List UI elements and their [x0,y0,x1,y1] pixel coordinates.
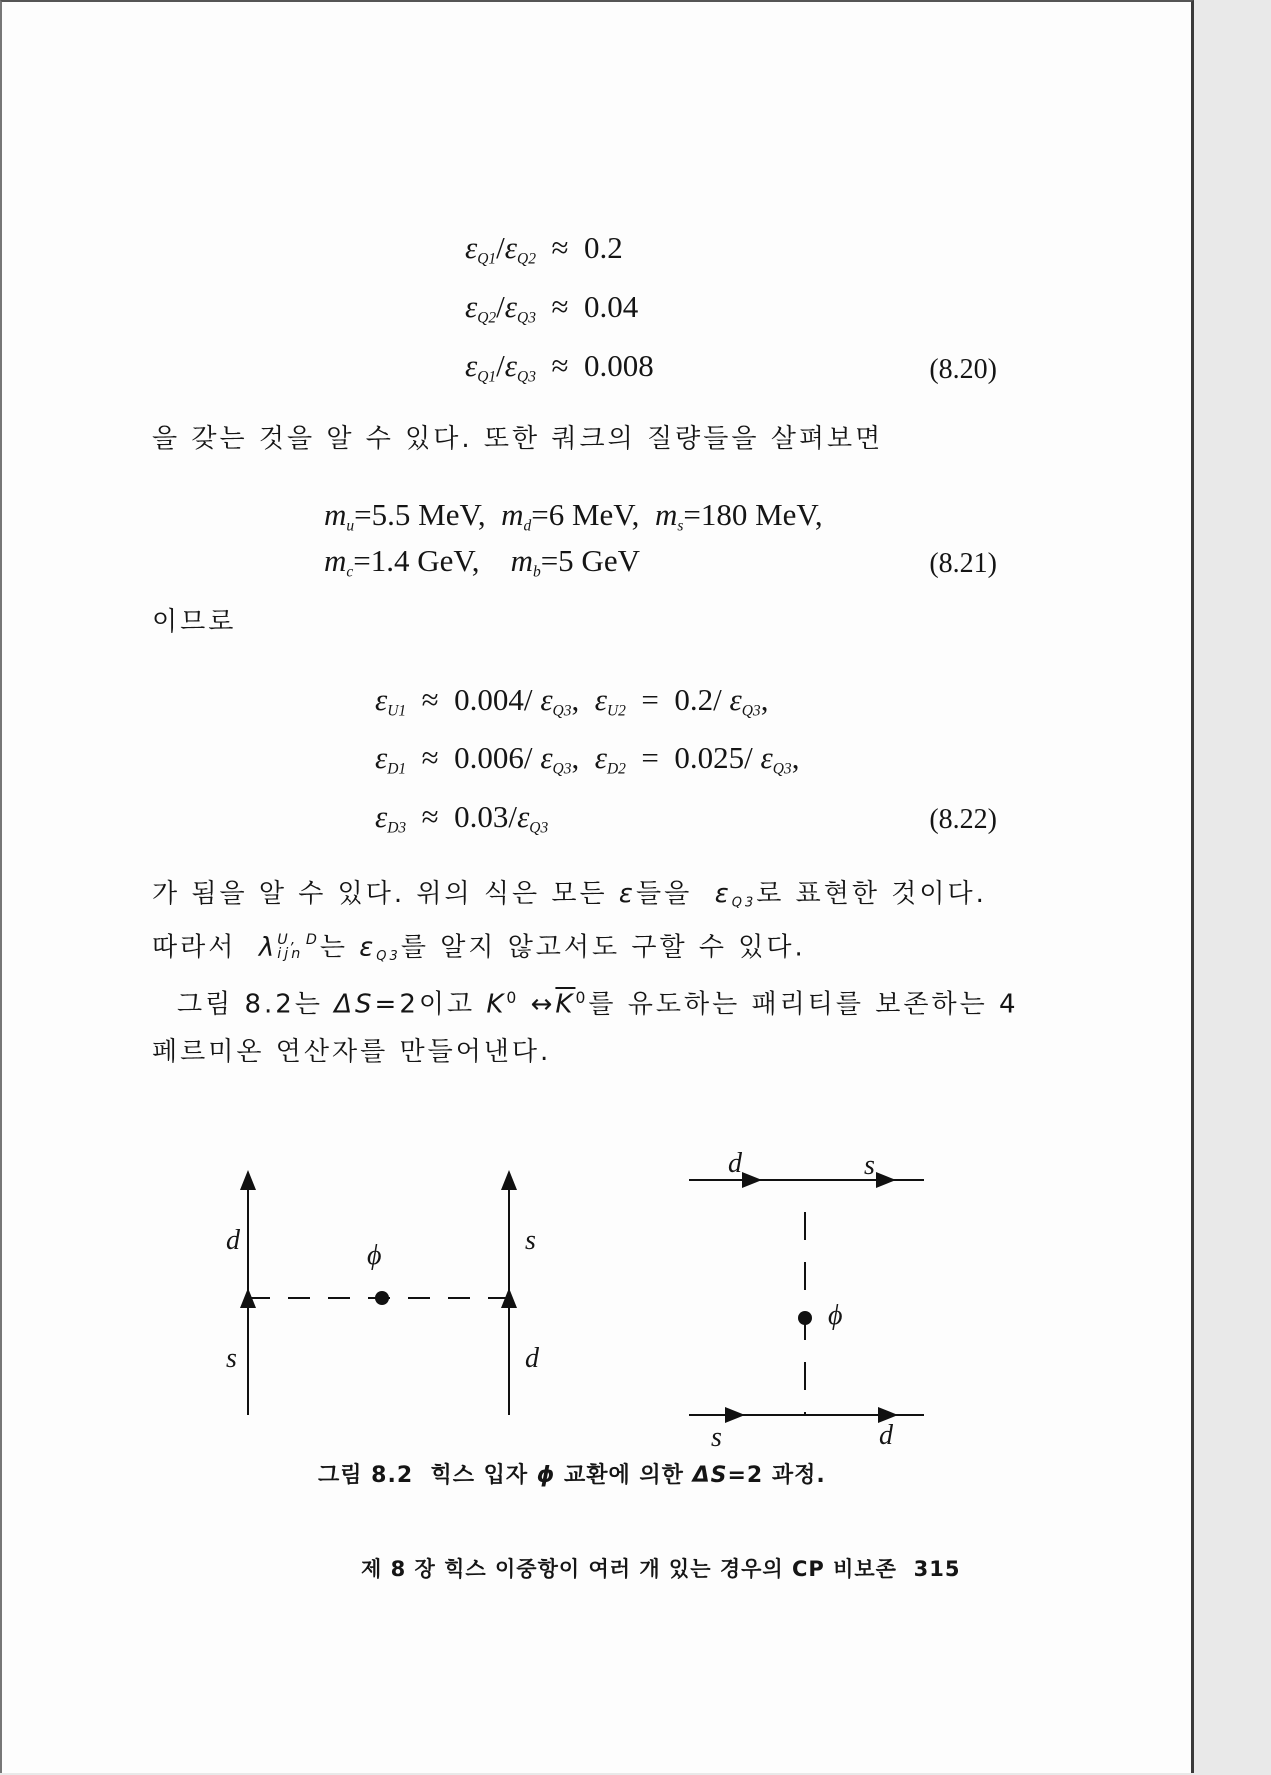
text-run: = 0.2/ [625,682,730,717]
subscript: c [346,563,354,581]
label-s: s [226,1343,237,1374]
text-run: ≈ 0.006/ [406,740,541,775]
math-symbol: ε [465,230,478,265]
text-run: , [571,682,595,717]
text-run: ≈ 0.03/ [406,799,518,834]
subscript: D2 [606,760,626,778]
label-phi: ϕ [828,1300,843,1331]
text-run: ≈ 0.04 [535,289,639,324]
text-run: 들을 [635,879,715,909]
label-phi: ϕ [367,1240,382,1271]
math-symbol: ε [465,348,478,383]
text-run: =2 과정. [727,1463,826,1488]
math-symbol: ε [517,799,530,834]
subscript: D3 [387,819,407,837]
running-footer [361,1559,960,1580]
math-symbol: ε [540,682,553,717]
text-run: 가 됨을 알 수 있다. 위의 식은 모든 [152,879,619,909]
subscript: D1 [387,760,407,778]
text-run: / [496,348,505,383]
text-run: / [496,230,505,265]
subscript: Q3 [731,895,757,911]
subscript: Q3 [529,819,549,837]
figure-caption [318,1465,826,1487]
superscript: 0 [506,989,520,1007]
superscript: 0 [575,989,589,1007]
math-symbol: ε [714,879,732,909]
subscript: u [346,517,355,535]
label-d: d [226,1225,240,1256]
text-run: = 0.025/ [625,740,761,775]
subscript: Q1 [477,368,497,386]
math-symbol: ε [465,289,478,324]
label-d: d [525,1343,539,1374]
equation-number-8-20: (8.20) [929,354,997,385]
text-run: ≈ 0.2 [535,230,623,265]
text-run: 그림 8.2는 [177,989,335,1020]
text-run: 교환에 의한 [555,1463,693,1488]
math-symbol: ε [504,289,518,324]
text-run: 그림 8.2 힉스 입자 [318,1463,537,1488]
math-symbol: m [324,497,347,532]
subscript: Q3 [772,760,792,778]
subscript: d [523,517,532,535]
subscript: Q3 [552,760,572,778]
math-symbol: ε [594,740,607,775]
index: U, D [277,932,320,948]
subscript: Q3 [517,309,536,327]
vertex-dot [798,1311,812,1325]
label-s: s [711,1422,722,1453]
math-symbol: ε [504,230,518,265]
math-symbol: ΔS [692,1463,728,1488]
math-symbol: m [324,543,347,578]
text-run: 는 [319,932,360,963]
math-symbol: m [501,497,524,532]
math-symbol: ε [375,799,388,834]
subscript: Q3 [517,368,536,386]
index: ijn [277,946,304,963]
text-run: =180 MeV, [683,497,823,532]
page-number: 315 [913,1557,961,1581]
equation-number-8-21: (8.21) [929,548,997,579]
math-symbol: ε [729,682,742,717]
text-run: , [571,740,595,775]
text-run: 로 표현한 것이다. [756,879,987,909]
subscript: U2 [606,702,626,720]
text-run: =5.5 MeV, [354,497,502,532]
text-run: =2이고 [374,989,487,1020]
text-run: , [760,682,769,717]
label-d: d [728,1148,742,1179]
text-run: 따라서 [152,932,259,963]
math-symbol: ε [359,932,377,963]
text-run: 를 알지 않고서도 구할 수 있다. [400,932,806,963]
math-symbol: ε [375,682,388,717]
text-run: / [496,289,505,324]
math-symbol: ε [504,348,518,383]
text-run: =1.4 GeV, [353,543,511,578]
text-run: 를 유도하는 패리티를 보존하는 4 [588,989,1019,1020]
math-symbol: ϕ [536,1463,556,1488]
subscript: Q3 [741,702,761,720]
subscript: Q2 [517,250,536,268]
equation-number-8-22: (8.22) [929,804,997,835]
label-s: s [525,1225,536,1256]
math-symbol: m [654,497,678,532]
vertex-dot [375,1291,389,1305]
math-symbol: ε [540,740,553,775]
subscript: Q3 [376,948,401,964]
text-run: , [791,740,800,775]
text-run: 페르미온 연산자를 만들어낸다. [152,1037,552,1067]
running-head: 제 8 장 힉스 이중항이 여러 개 있는 경우의 CP 비보존 [361,1557,897,1581]
math-symbol: ε [375,740,388,775]
math-symbol: K [486,989,507,1020]
math-symbol: ΔS [334,989,375,1020]
math-symbol-bar: $\overline{K}$ [555,989,576,1020]
text-run: ↔ [519,989,556,1020]
math-symbol: ε [760,740,773,775]
text-run: 이므로 [152,607,237,637]
subscript: Q1 [477,250,497,268]
math-symbol: λ [258,932,278,963]
text-run: ≈ 0.004/ [406,682,541,717]
math-symbol: ε [594,682,607,717]
math-symbol: ε [618,879,636,909]
label-d: d [879,1420,893,1451]
subscript: U1 [387,702,407,720]
subscript: s [677,517,684,535]
subscript: b [532,563,541,581]
feynman-diagrams [2,2,1196,1775]
math-symbol: m [510,543,533,578]
text-run: ≈ 0.008 [535,348,654,383]
text-run: =6 MeV, [531,497,655,532]
subscript: Q3 [552,702,572,720]
text-run: =5 GeV [540,543,640,578]
label-s: s [864,1150,875,1181]
subscript: Q2 [477,309,497,327]
text-run: 을 갖는 것을 알 수 있다. 또한 쿼크의 질량들을 살펴보면 [152,424,884,454]
